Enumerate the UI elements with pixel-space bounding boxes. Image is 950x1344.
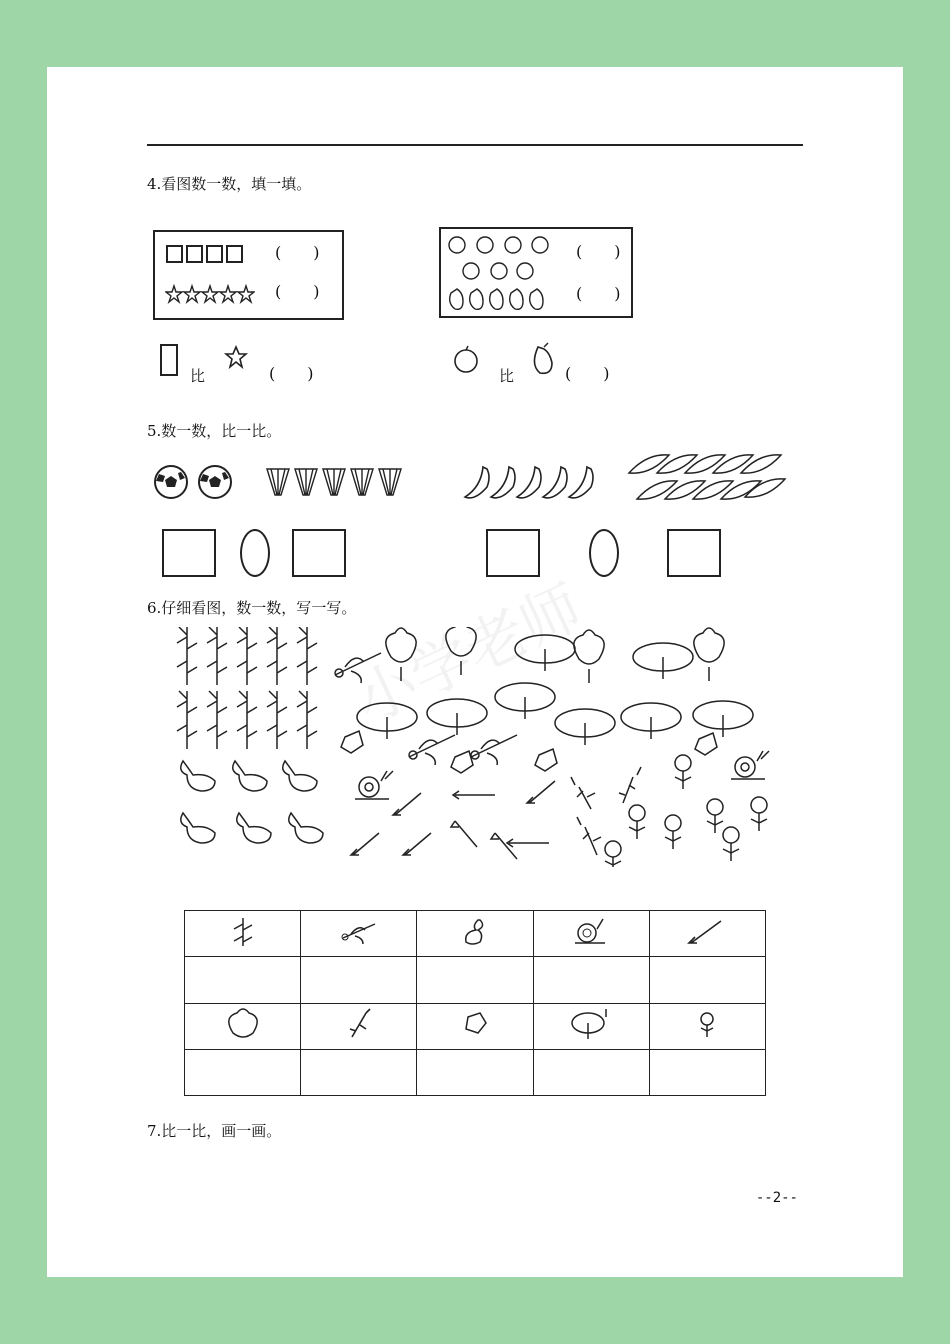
answer-blank[interactable]: ( )	[269, 364, 314, 383]
header-rule	[147, 144, 803, 146]
table-cell	[185, 911, 301, 957]
watermark: 小学老师	[345, 572, 593, 737]
table-cell	[533, 911, 649, 957]
stone-icon	[460, 1009, 490, 1039]
table-cell	[185, 1003, 301, 1049]
star-icon	[224, 345, 248, 371]
table-cell	[301, 1003, 417, 1049]
dragonfly-icon	[339, 918, 379, 946]
answer-cell[interactable]	[533, 1049, 649, 1095]
snail-icon	[355, 751, 769, 799]
question-6-title: 6.仔细看图，数一数，写一写。	[147, 599, 357, 617]
answer-blank[interactable]: ( )	[565, 364, 610, 383]
answer-cell[interactable]	[185, 957, 301, 1003]
pond-scene-illustration	[175, 627, 775, 867]
compare-word: 比	[190, 367, 206, 385]
shuttlecock-icon	[265, 465, 405, 501]
chili-pepper-icon	[463, 463, 597, 503]
stone-icon	[341, 731, 717, 773]
flower-icon	[605, 755, 775, 867]
answer-cell[interactable]	[417, 957, 533, 1003]
answer-blank[interactable]: ( )	[576, 242, 621, 261]
count-table	[184, 910, 766, 1096]
squares-stars-icon	[165, 242, 255, 312]
answer-cell[interactable]	[533, 957, 649, 1003]
answer-cell[interactable]	[649, 1049, 765, 1095]
page-number: --2--	[755, 1190, 798, 1206]
table-cell	[649, 911, 765, 957]
lotus-leaf-icon	[357, 635, 753, 745]
answer-box[interactable]	[162, 529, 216, 577]
table-row	[185, 1049, 766, 1095]
snail-icon	[573, 917, 609, 947]
answer-cell[interactable]	[301, 1049, 417, 1095]
lotus-leaf-icon	[568, 1007, 614, 1041]
apple-icon	[452, 345, 480, 375]
answer-cell[interactable]	[649, 957, 765, 1003]
fish-icon	[687, 917, 727, 947]
answer-blank[interactable]: ( )	[275, 282, 320, 301]
table-cell	[301, 911, 417, 957]
fish-icon	[351, 781, 555, 859]
answer-cell[interactable]	[185, 1049, 301, 1095]
green-bean-icon	[627, 451, 787, 503]
answer-cell[interactable]	[417, 1049, 533, 1095]
answer-box[interactable]	[292, 529, 346, 577]
question-7-title: 7.比一比，画一画。	[147, 1122, 282, 1140]
square-icon	[159, 343, 181, 379]
question-5-title: 5.数一数，比一比。	[147, 422, 282, 440]
reed-icon	[177, 627, 317, 749]
table-cell	[533, 1003, 649, 1049]
question-4-title: 4.看图数一数，填一填。	[147, 175, 312, 193]
answer-cell[interactable]	[301, 957, 417, 1003]
table-row	[185, 1003, 766, 1049]
compare-word: 比	[499, 367, 515, 385]
pear-icon	[530, 341, 556, 377]
squares-stars-box	[153, 230, 344, 320]
grasshopper-icon	[571, 767, 641, 855]
answer-box[interactable]	[486, 529, 540, 577]
answer-blank[interactable]: ( )	[576, 284, 621, 303]
soccer-ball-icon	[153, 464, 239, 500]
grasshopper-icon	[344, 1007, 374, 1041]
worksheet-page	[47, 67, 903, 1277]
apples-pears-icon	[445, 233, 555, 313]
table-cell	[417, 1003, 533, 1049]
apples-pears-box	[439, 227, 633, 318]
answer-box[interactable]	[667, 529, 721, 577]
compare-oval[interactable]	[589, 529, 619, 577]
compare-oval[interactable]	[240, 529, 270, 577]
table-row	[185, 911, 766, 957]
answer-blank[interactable]: ( )	[275, 243, 320, 262]
goose-icon	[460, 916, 490, 948]
goose-icon	[181, 761, 323, 843]
lotus-icon	[223, 1007, 263, 1041]
table-cell	[417, 911, 533, 957]
reed-icon	[228, 916, 258, 948]
table-row	[185, 957, 766, 1003]
flower-icon	[693, 1009, 721, 1039]
table-cell	[649, 1003, 765, 1049]
